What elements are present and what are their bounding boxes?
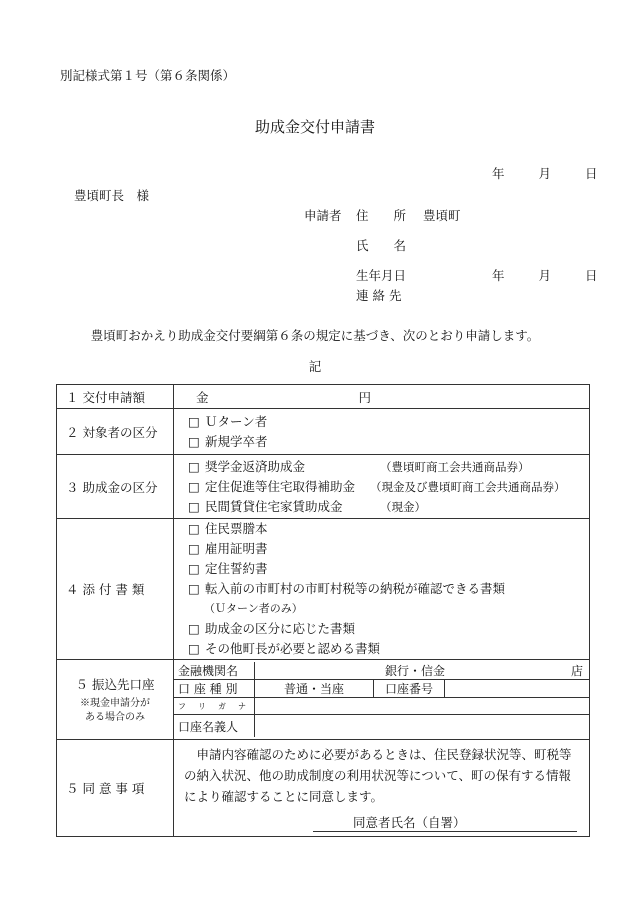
account-number-label: 口座番号 [374, 680, 445, 697]
option-label: 雇用証明書 [204, 541, 268, 556]
option-employment-cert[interactable] [174, 539, 589, 559]
furigana-label: フ リ ガ ナ [174, 698, 255, 715]
category-options [174, 409, 590, 455]
option-label: 助成金の区分に応じた書類 [204, 621, 355, 636]
checkbox-icon[interactable]: □ [188, 413, 200, 429]
bank-label-cell [57, 660, 174, 740]
option-note: （現金及び豊頃町商工会共通商品券） [370, 479, 566, 494]
branch-suffix: 店 [570, 664, 583, 678]
amount-row [57, 385, 590, 409]
date-month: 月 [538, 166, 552, 181]
option-label: 住民票謄本 [204, 521, 268, 536]
dob-label: 生年月日 [356, 268, 407, 283]
bank-row [57, 660, 590, 740]
option-housing-acquisition[interactable] [174, 477, 589, 497]
dob-day: 日 [585, 268, 598, 283]
dob-month: 月 [538, 268, 552, 283]
dob-date[interactable] [492, 266, 598, 284]
attachments-options [174, 519, 590, 660]
bank-note-1: ※現金申請分が [80, 697, 150, 709]
dob-year: 年 [492, 268, 505, 283]
applicant-label: 申請者 [304, 208, 342, 223]
option-label: 奨学金返済助成金 [204, 458, 305, 474]
amount-suffix: 円 [358, 389, 371, 405]
page-title: 助成金交付申請書 [254, 118, 375, 136]
signature-label: 同意者氏名（自署） [313, 813, 577, 832]
option-note: （豊頃町商工会共通商品券） [380, 459, 530, 474]
ki-heading: 記 [308, 359, 322, 374]
option-rent-subsidy[interactable] [174, 497, 589, 517]
grant-options [174, 455, 590, 519]
furigana-field[interactable] [255, 698, 590, 715]
category-row [57, 409, 590, 455]
consent-row [57, 740, 590, 837]
intro-text: 豊頃町おかえり助成金交付要綱第６条の規定に基づき、次のとおり申請します。 [90, 328, 540, 343]
option-grant-docs[interactable] [174, 619, 589, 639]
attachments-row [57, 519, 590, 660]
account-type-field[interactable]: 普通・当座 [255, 680, 374, 697]
checkbox-icon[interactable]: □ [188, 498, 200, 514]
checkbox-icon[interactable]: □ [188, 561, 200, 576]
date-year: 年 [492, 166, 505, 181]
checkbox-icon[interactable]: □ [188, 458, 200, 474]
checkbox-icon[interactable]: □ [188, 641, 200, 656]
account-type-label: 口 座 種 別 [174, 680, 255, 698]
grant-label: ３ 助成金の区分 [57, 455, 174, 519]
checkbox-icon[interactable]: □ [188, 433, 200, 449]
option-label: 定住誓約書 [204, 561, 268, 576]
address-value[interactable]: 豊頃町 [423, 208, 461, 223]
date-day: 日 [585, 166, 598, 181]
option-other-docs[interactable] [174, 639, 589, 659]
u-turn-only-note: （Ｕターン者のみ） [204, 602, 303, 615]
bank-inner-table [174, 662, 589, 737]
consent-label: ５ 同 意 事 項 [57, 740, 174, 837]
addressee: 豊頃町長 様 [74, 188, 150, 203]
option-u-turn[interactable] [174, 412, 589, 432]
checkbox-icon[interactable]: □ [188, 621, 200, 636]
account-holder-label: 口座名義人 [174, 715, 255, 738]
attachments-label: ４ 添 付 書 類 [57, 519, 174, 660]
name-label: 氏 名 [356, 238, 407, 253]
amount-field[interactable] [174, 385, 590, 409]
option-label: 転入前の市町村の市町村税等の納税が確認できる書類 [204, 581, 505, 596]
bank-name-label: 金融機関名 [174, 662, 255, 680]
contact-label: 連 絡 先 [356, 288, 402, 303]
checkbox-icon[interactable]: □ [188, 521, 200, 536]
account-number-field[interactable] [445, 680, 590, 697]
option-new-graduate[interactable] [174, 432, 589, 452]
bank-note-2: ある場合のみ [85, 711, 145, 723]
address-label: 住 所 [356, 208, 407, 223]
bank-type-suffix: 銀行・信金 [385, 664, 446, 678]
option-settlement-pledge[interactable] [174, 559, 589, 579]
amount-prefix: 金 [196, 389, 209, 405]
amount-label: １ 交付申請額 [57, 385, 174, 409]
option-label: Ｕターン者 [204, 413, 268, 429]
option-note: （現金） [380, 499, 426, 514]
application-table [56, 384, 590, 837]
option-label: その他町長が必要と認める書類 [204, 641, 380, 656]
bank-name-field[interactable] [255, 662, 590, 680]
checkbox-icon[interactable]: □ [188, 541, 200, 556]
account-type-number [255, 680, 590, 698]
option-label: 民間賃貸住宅家賃助成金 [204, 498, 343, 514]
option-label: 定住促進等住宅取得補助金 [204, 478, 355, 494]
grant-row [57, 455, 590, 519]
account-holder-field[interactable] [255, 715, 590, 738]
checkbox-icon[interactable]: □ [188, 581, 200, 596]
signature-line[interactable] [174, 807, 589, 836]
option-tax-payment-doc[interactable] [174, 579, 589, 599]
bank-label: ５ 振込先口座 [75, 676, 155, 692]
option-resident-record[interactable] [174, 519, 589, 539]
consent-text: 申請内容確認のために必要があるときは、住民登録状況等、町税等の納入状況、他の助成制度の利用状況等について、町の保有する情報により確認することに同意します。 [184, 747, 572, 804]
category-label: ２ 対象者の区分 [57, 409, 174, 455]
checkbox-icon[interactable]: □ [188, 478, 200, 494]
consent-cell [174, 740, 590, 837]
bank-fields [174, 660, 590, 740]
form-number: 別記様式第１号（第６条関係） [60, 68, 236, 83]
option-scholarship[interactable] [174, 457, 589, 477]
submission-date [492, 164, 598, 182]
option-label: 新規学卒者 [204, 433, 268, 449]
